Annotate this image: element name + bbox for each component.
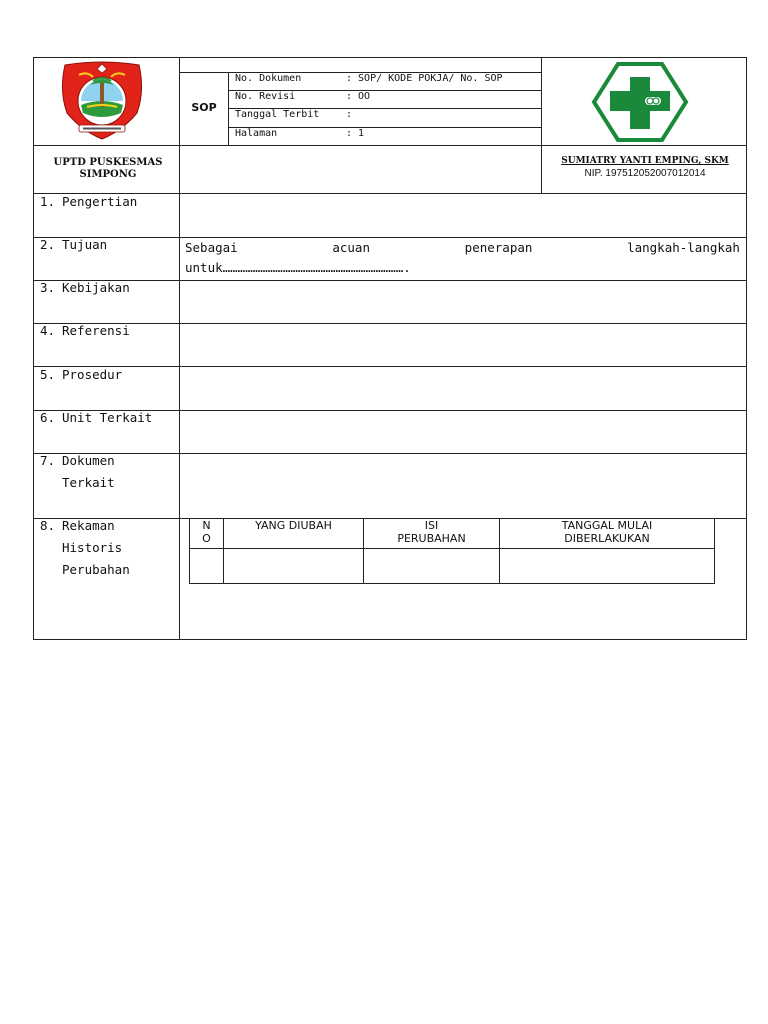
tujuan-text-line1 <box>185 238 740 258</box>
section-number: 1. <box>40 194 56 209</box>
organization-name <box>38 157 178 181</box>
header-line: YANG DIUBAH <box>255 519 332 532</box>
section-number: 3. <box>40 280 56 295</box>
section-label-pengertian <box>40 191 137 213</box>
org-name-line1: UPTD PUSKESMAS <box>53 157 163 168</box>
section-title: Referensi <box>62 323 130 338</box>
header-line: DIBERLAKUKAN <box>564 532 650 545</box>
table-header-row <box>190 519 715 549</box>
table-cell <box>500 549 715 584</box>
table-cell <box>190 549 224 584</box>
divider <box>33 366 747 367</box>
section-title: Tujuan <box>62 237 108 252</box>
header-line: TANGGAL MULAI <box>561 519 653 532</box>
table-row <box>190 549 715 584</box>
doc-number-key: No. Dokumen <box>235 73 302 84</box>
section-title: Dokumen <box>62 453 115 468</box>
divider <box>33 145 747 146</box>
divider <box>541 57 542 194</box>
section-title: Rekaman <box>62 518 115 533</box>
issue-date-key: Tanggal Terbit <box>235 109 320 120</box>
section-title: Unit Terkait <box>62 410 153 425</box>
tujuan-text-line2: untuk………………………………………………………………. <box>185 260 411 275</box>
section-number: 8. <box>40 518 56 533</box>
table-cell <box>364 549 500 584</box>
section-title: Kebijakan <box>62 280 130 295</box>
org-name-line2: SIMPONG <box>79 169 137 180</box>
divider <box>33 193 747 194</box>
header-line: N <box>202 519 211 532</box>
header-line: ISI <box>424 519 439 532</box>
header-line: O <box>202 532 211 545</box>
section-title-continued: Terkait <box>62 475 115 490</box>
header-tanggal-mulai <box>500 519 715 549</box>
divider <box>33 280 747 281</box>
section-label-kebijakan <box>40 277 130 299</box>
sop-label: SOP <box>191 101 217 114</box>
section-title: Prosedur <box>62 367 123 382</box>
table-cell <box>224 549 364 584</box>
puskesmas-cross-icon <box>590 61 690 143</box>
header-no <box>190 519 224 549</box>
section-number: 5. <box>40 367 56 382</box>
page-key: Halaman <box>235 128 278 139</box>
page-value: : 1 <box>346 128 365 139</box>
revision-key: No. Revisi <box>235 91 296 102</box>
divider <box>33 453 747 454</box>
section-label-unit-terkait <box>40 407 152 429</box>
revision-history-table <box>189 518 715 584</box>
revision-value: : OO <box>346 91 371 102</box>
header-yang-diubah <box>224 519 364 549</box>
section-number: 2. <box>40 237 56 252</box>
section-number: 6. <box>40 410 56 425</box>
section-label-rekaman <box>40 515 130 581</box>
divider <box>33 323 747 324</box>
header-isi-perubahan <box>364 519 500 549</box>
signer-nip: NIP. 197512052007012014 <box>584 168 706 179</box>
header-line: PERUBAHAN <box>397 532 466 545</box>
tujuan-word: Sebagai <box>185 240 238 255</box>
section-title-continued: Historis <box>62 540 123 555</box>
issue-date-value: : <box>346 109 353 120</box>
section-number: 7. <box>40 453 56 468</box>
section-number: 4. <box>40 323 56 338</box>
section-label-prosedur <box>40 364 122 386</box>
section-title: Pengertian <box>62 194 138 209</box>
section-label-referensi <box>40 320 130 342</box>
tujuan-word: langkah-langkah <box>627 240 740 255</box>
doc-number-value: : SOP/ KODE POKJA/ No. SOP <box>346 73 503 84</box>
kabupaten-crest-icon <box>57 61 147 141</box>
section-title-continued: Perubahan <box>62 562 130 577</box>
tujuan-word: penerapan <box>464 240 533 255</box>
tujuan-word: acuan <box>332 240 370 255</box>
section-label-tujuan <box>40 234 107 256</box>
section-label-dokumen-terkait <box>40 450 115 494</box>
signer-name: SUMIATRY YANTI EMPING, SKM <box>561 156 729 166</box>
